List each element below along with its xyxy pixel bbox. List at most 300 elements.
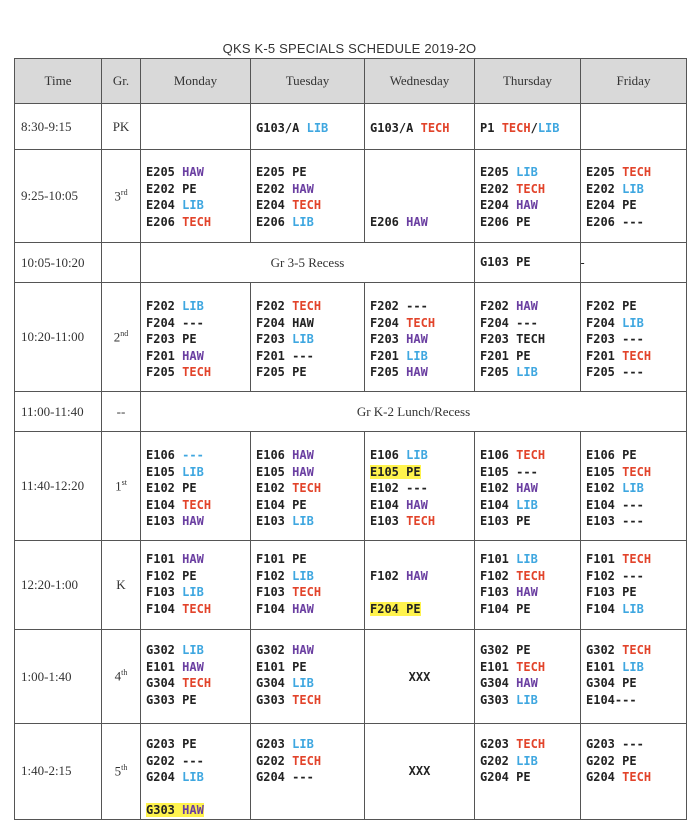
day-cell-thursday bbox=[475, 541, 581, 630]
schedule-entry bbox=[480, 568, 580, 585]
subject-label: TECH bbox=[516, 568, 546, 583]
subject-label: --- bbox=[182, 315, 204, 330]
entries bbox=[141, 630, 250, 708]
schedule-entry bbox=[256, 348, 364, 365]
subject-label: HAW bbox=[406, 214, 428, 229]
subject-label: HAW bbox=[182, 659, 204, 674]
subject-label: LIB bbox=[292, 214, 314, 229]
entry-text bbox=[256, 737, 314, 751]
room-code: G202 bbox=[256, 753, 285, 768]
schedule-entry bbox=[370, 181, 474, 198]
entry-text bbox=[370, 448, 428, 462]
grade-cell bbox=[102, 104, 141, 150]
entry-text bbox=[480, 349, 531, 363]
subject-label: TECH bbox=[516, 448, 546, 462]
schedule-entry bbox=[480, 181, 580, 198]
subject-label: TECH bbox=[292, 753, 322, 768]
entries bbox=[581, 724, 686, 786]
room-code: F104 bbox=[586, 601, 615, 616]
entry-text bbox=[256, 770, 314, 784]
schedule-entry bbox=[480, 480, 580, 497]
schedule-entry bbox=[256, 331, 364, 348]
schedule-entry bbox=[256, 120, 364, 137]
schedule-entry bbox=[146, 769, 250, 786]
grade-cell bbox=[102, 243, 141, 283]
entry-text bbox=[480, 643, 531, 657]
subject-label: PE bbox=[406, 601, 421, 616]
entry-text bbox=[480, 255, 531, 269]
subject-label: TECH bbox=[292, 198, 322, 212]
header-time: Time bbox=[15, 59, 102, 104]
entry-text bbox=[480, 514, 531, 528]
day-cell-thursday bbox=[475, 283, 581, 392]
entry-text bbox=[480, 465, 538, 479]
subject-label: PE bbox=[292, 165, 307, 179]
schedule-entry bbox=[370, 364, 474, 381]
subject-label: TECH bbox=[622, 348, 652, 363]
subject-label: HAW bbox=[182, 348, 204, 363]
room-code: E104 bbox=[586, 497, 615, 512]
room-code: E106 bbox=[586, 448, 615, 462]
entries bbox=[475, 541, 580, 617]
header-row bbox=[15, 59, 687, 104]
grade-label: 3 bbox=[114, 188, 121, 204]
entries bbox=[475, 630, 580, 708]
schedule-entry bbox=[146, 464, 250, 481]
schedule-entry bbox=[586, 769, 686, 786]
schedule-entry bbox=[256, 568, 364, 585]
schedule-entry bbox=[256, 298, 364, 315]
room-code: E103 bbox=[370, 514, 399, 528]
room-code: F201 bbox=[256, 348, 285, 363]
span-cell: Gr 3-5 Recess bbox=[141, 243, 475, 283]
entry-text bbox=[586, 299, 637, 313]
room-code: G202 bbox=[586, 753, 615, 768]
room-code: F204 bbox=[586, 315, 615, 330]
grade-suffix: nd bbox=[120, 328, 129, 338]
entry-text bbox=[586, 481, 644, 495]
subject-label: LIB bbox=[182, 464, 204, 479]
grade-label: 2 bbox=[113, 329, 121, 345]
entries bbox=[141, 541, 250, 617]
subject-label: PE bbox=[182, 181, 197, 196]
subject-label: PE bbox=[516, 348, 531, 363]
subject-label: LIB bbox=[292, 514, 314, 528]
entry-text bbox=[256, 693, 321, 707]
room-code: E103 bbox=[480, 514, 509, 528]
subject-label: HAW bbox=[292, 181, 314, 196]
schedule-entry bbox=[480, 331, 580, 348]
grade-label: 1 bbox=[115, 478, 122, 494]
room-code: G202 bbox=[146, 753, 175, 768]
schedule-entry bbox=[586, 584, 686, 601]
entry-text bbox=[586, 332, 644, 346]
schedule-entry bbox=[146, 315, 250, 332]
subject-label: HAW bbox=[182, 552, 204, 566]
subject-label: LIB bbox=[406, 448, 428, 462]
schedule-entry bbox=[480, 254, 580, 271]
entry-text bbox=[256, 299, 321, 313]
cell-mark: - bbox=[579, 255, 587, 270]
entries bbox=[581, 541, 686, 617]
room-code: E106 bbox=[370, 448, 399, 462]
schedule-entry bbox=[256, 181, 364, 198]
entries bbox=[251, 150, 364, 230]
subject-label: HAW bbox=[516, 198, 538, 212]
room-code: G303 bbox=[146, 692, 175, 707]
entry-text bbox=[146, 569, 197, 583]
schedule-entry bbox=[256, 315, 364, 332]
grade-label: K bbox=[116, 577, 126, 592]
schedule-entry bbox=[480, 659, 580, 676]
entry-text bbox=[146, 198, 204, 212]
day-cell-wednesday bbox=[365, 104, 475, 150]
entry-text bbox=[370, 349, 428, 363]
entry-text bbox=[586, 465, 651, 479]
schedule-row bbox=[15, 104, 687, 150]
subject-label: HAW bbox=[406, 497, 428, 512]
room-code: G204 bbox=[586, 770, 615, 784]
entry-text bbox=[586, 316, 644, 330]
entry-text bbox=[370, 498, 428, 512]
subject-label: --- bbox=[292, 348, 314, 363]
room-code: F101 bbox=[480, 552, 509, 566]
room-code: E104 bbox=[256, 497, 285, 512]
room-code: G302 bbox=[586, 643, 615, 657]
subject-label: --- bbox=[406, 481, 428, 495]
schedule-entry bbox=[146, 786, 250, 803]
schedule-entry bbox=[480, 497, 580, 514]
entries bbox=[475, 150, 580, 230]
room-code: E202 bbox=[256, 181, 285, 196]
schedule-entry bbox=[370, 497, 474, 514]
schedule-entry bbox=[146, 513, 250, 530]
subject-label: PE bbox=[516, 214, 531, 229]
subject-label: TECH bbox=[622, 770, 652, 784]
entry-text bbox=[146, 552, 204, 566]
grade-cell bbox=[102, 630, 141, 724]
subject-label: LIB bbox=[292, 676, 314, 690]
room-code: F102 bbox=[586, 568, 615, 583]
entry-text bbox=[146, 481, 197, 495]
subject-label: TECH bbox=[292, 585, 322, 599]
schedule-entry bbox=[146, 659, 250, 676]
time-cell: 10:05-10:20 bbox=[15, 243, 102, 283]
subject-label: TECH bbox=[516, 659, 546, 674]
subject-label: --- bbox=[516, 464, 538, 479]
entry-text bbox=[370, 332, 428, 346]
schedule-entry bbox=[480, 120, 580, 137]
entry-text bbox=[146, 316, 204, 330]
day-cell-friday bbox=[581, 283, 687, 392]
subject-label: --- bbox=[622, 737, 644, 751]
room-code: E105 bbox=[146, 464, 175, 479]
room-code: F103 bbox=[256, 585, 285, 599]
subject-label: LIB bbox=[306, 121, 329, 135]
entries bbox=[141, 150, 250, 230]
entry-text bbox=[586, 643, 651, 657]
entry-text bbox=[256, 643, 314, 657]
subject-label: TECH bbox=[406, 315, 436, 330]
subject-label: PE bbox=[292, 497, 307, 512]
schedule-entry bbox=[480, 214, 580, 231]
subject-label: TECH bbox=[622, 643, 652, 657]
subject-label: HAW bbox=[516, 585, 538, 599]
room-code: E103 bbox=[146, 514, 175, 528]
schedule-entry bbox=[586, 214, 686, 231]
schedule-row bbox=[15, 392, 687, 432]
entry-text bbox=[256, 569, 314, 583]
entry-text bbox=[480, 198, 538, 212]
entries bbox=[581, 630, 686, 708]
entry-text bbox=[480, 585, 538, 599]
schedule-row bbox=[15, 724, 687, 820]
subject-label: HAW bbox=[182, 514, 204, 528]
room-code: G203 bbox=[256, 737, 285, 751]
schedule-entry bbox=[256, 551, 364, 568]
room-code: G304 bbox=[256, 676, 285, 690]
day-cell-wednesday bbox=[365, 432, 475, 541]
room-code: F204 bbox=[370, 601, 399, 616]
room-code: E106 bbox=[146, 448, 175, 462]
subject-label: HAW bbox=[182, 165, 204, 179]
room-code: E205 bbox=[256, 165, 285, 179]
subject-label: TECH bbox=[516, 332, 546, 346]
subject-label: LIB bbox=[182, 299, 204, 313]
schedule-entry bbox=[480, 753, 580, 770]
entry-text bbox=[146, 349, 204, 363]
schedule-entry bbox=[256, 364, 364, 381]
schedule-entry bbox=[586, 642, 686, 659]
entry-text bbox=[256, 198, 321, 212]
day-cell-thursday bbox=[475, 104, 581, 150]
grade-label: 4 bbox=[114, 668, 122, 684]
subject-label: LIB bbox=[622, 659, 644, 674]
schedule-entry bbox=[586, 675, 686, 692]
subject-label: LIB bbox=[516, 365, 538, 379]
subject-label: / bbox=[530, 121, 538, 135]
entry-text bbox=[256, 585, 321, 599]
entry-text bbox=[370, 514, 435, 528]
day-cell-friday bbox=[581, 243, 687, 283]
grade-suffix: th bbox=[121, 763, 128, 773]
entry-text bbox=[480, 332, 545, 346]
highlighted-entry bbox=[146, 803, 204, 817]
entries bbox=[581, 432, 686, 530]
entry-text bbox=[256, 660, 307, 674]
day-cell-friday bbox=[581, 541, 687, 630]
subject-label: PE bbox=[622, 585, 637, 599]
subject-label: HAW bbox=[292, 448, 314, 462]
subject-label: LIB bbox=[292, 568, 314, 583]
header-wednesday: Wednesday bbox=[365, 59, 475, 104]
schedule-entry bbox=[480, 364, 580, 381]
schedule-entry bbox=[256, 497, 364, 514]
day-cell-thursday bbox=[475, 150, 581, 243]
room-code: G203 bbox=[586, 737, 615, 751]
entry-text bbox=[146, 676, 211, 690]
grade-cell bbox=[102, 724, 141, 820]
entry-text bbox=[256, 365, 307, 379]
schedule-entry bbox=[256, 753, 364, 770]
schedule-entry bbox=[146, 214, 250, 231]
subject-label: LIB bbox=[622, 315, 644, 330]
schedule-entry bbox=[480, 464, 580, 481]
schedule-row bbox=[15, 630, 687, 724]
subject-label: LIB bbox=[516, 753, 538, 768]
schedule-entry bbox=[586, 513, 686, 530]
grade-cell bbox=[102, 392, 141, 432]
schedule-entry bbox=[480, 584, 580, 601]
entry-text bbox=[146, 448, 204, 462]
schedule-entry bbox=[146, 802, 250, 819]
subject-label: PE bbox=[182, 737, 197, 751]
schedule-entry bbox=[480, 692, 580, 709]
room-code: F202 bbox=[586, 299, 615, 313]
schedule-entry bbox=[256, 642, 364, 659]
subject-label: LIB bbox=[537, 121, 560, 135]
entry-text bbox=[480, 215, 531, 229]
room-code: E206 bbox=[370, 214, 399, 229]
day-cell-tuesday bbox=[251, 283, 365, 392]
entries bbox=[475, 254, 580, 271]
schedule-entry bbox=[146, 164, 250, 181]
subject-label: LIB bbox=[622, 181, 644, 196]
room-code: F204 bbox=[146, 315, 175, 330]
room-code: F104 bbox=[480, 601, 509, 616]
schedule-entry bbox=[586, 348, 686, 365]
room-code: G202 bbox=[480, 753, 509, 768]
grade-suffix: st bbox=[121, 477, 127, 487]
room-code: E205 bbox=[146, 165, 175, 179]
schedule-entry bbox=[146, 568, 250, 585]
schedule-entry bbox=[256, 464, 364, 481]
entry-text bbox=[586, 514, 644, 528]
schedule-entry bbox=[370, 298, 474, 315]
entry-text bbox=[586, 569, 644, 583]
entry-text bbox=[256, 552, 307, 566]
entry-text bbox=[256, 316, 314, 330]
subject-label: TECH bbox=[622, 552, 652, 566]
schedule-entry bbox=[370, 584, 474, 601]
day-cell-tuesday bbox=[251, 104, 365, 150]
subject-label: HAW bbox=[292, 464, 314, 479]
room-code: E103 bbox=[586, 514, 615, 528]
schedule-entry bbox=[586, 568, 686, 585]
entry-text bbox=[146, 332, 197, 346]
schedule-entry bbox=[370, 348, 474, 365]
day-cell-monday bbox=[141, 150, 251, 243]
subject-label: HAW bbox=[292, 643, 314, 657]
schedule-entry bbox=[480, 601, 580, 618]
schedule-entry bbox=[256, 164, 364, 181]
entry-text bbox=[586, 182, 644, 196]
span-cell: Gr K-2 Lunch/Recess bbox=[141, 392, 687, 432]
day-cell-wednesday bbox=[365, 283, 475, 392]
schedule-entry bbox=[370, 214, 474, 231]
subject-label: HAW bbox=[406, 365, 428, 379]
schedule-row bbox=[15, 541, 687, 630]
entry-text bbox=[256, 215, 314, 229]
schedule-entry bbox=[146, 551, 250, 568]
entries bbox=[251, 630, 364, 708]
entry-text bbox=[370, 299, 428, 313]
schedule-entry bbox=[146, 348, 250, 365]
room-code: E202 bbox=[146, 181, 175, 196]
day-cell-wednesday bbox=[365, 150, 475, 243]
room-code: G302 bbox=[256, 643, 285, 657]
schedule-row bbox=[15, 432, 687, 541]
subject-label: LIB bbox=[182, 770, 204, 784]
room-code: E206 bbox=[256, 214, 285, 229]
subject-label: HAW bbox=[516, 299, 538, 313]
room-code: E104 bbox=[370, 497, 399, 512]
highlighted-entry bbox=[370, 465, 421, 479]
room-code: F101 bbox=[146, 552, 175, 566]
entry-text bbox=[480, 448, 545, 462]
schedule-entry bbox=[370, 197, 474, 214]
entries bbox=[581, 283, 686, 381]
room-code: F205 bbox=[480, 365, 509, 379]
room-code: F201 bbox=[370, 348, 399, 363]
schedule-entry bbox=[256, 675, 364, 692]
schedule-entry bbox=[146, 692, 250, 709]
room-code: F204 bbox=[256, 315, 285, 330]
entry-text bbox=[586, 693, 637, 707]
entries bbox=[365, 283, 474, 381]
entry-text bbox=[146, 754, 204, 768]
room-code: E204 bbox=[256, 198, 285, 212]
schedule-entry bbox=[586, 753, 686, 770]
room-code: F202 bbox=[480, 299, 509, 313]
schedule-entry bbox=[256, 659, 364, 676]
day-cell-monday bbox=[141, 541, 251, 630]
room-code: E105 bbox=[256, 464, 285, 479]
schedule-entry bbox=[256, 480, 364, 497]
subject-label: PE bbox=[622, 753, 637, 768]
schedule-entry bbox=[480, 736, 580, 753]
entries bbox=[475, 104, 580, 137]
room-code: E106 bbox=[256, 448, 285, 462]
subject-label: LIB bbox=[406, 348, 428, 363]
subject-label: --- bbox=[622, 497, 644, 512]
schedule-entry bbox=[370, 601, 474, 618]
entry-text bbox=[146, 498, 211, 512]
room-code: G103/A bbox=[256, 121, 300, 135]
schedule-entry bbox=[480, 298, 580, 315]
room-code: F101 bbox=[586, 552, 615, 566]
entries bbox=[365, 432, 474, 530]
entries bbox=[475, 283, 580, 381]
subject-label: PE bbox=[182, 692, 197, 707]
entry-text bbox=[146, 643, 204, 657]
day-cell-thursday bbox=[475, 630, 581, 724]
day-cell-wednesday bbox=[365, 541, 475, 630]
schedule-entry bbox=[480, 675, 580, 692]
subject-label: --- bbox=[516, 315, 538, 330]
schedule-entry bbox=[146, 364, 250, 381]
subject-label: LIB bbox=[182, 198, 204, 212]
grade-label: PK bbox=[112, 118, 130, 134]
entry-text bbox=[256, 676, 314, 690]
subject-label: PE bbox=[622, 299, 637, 313]
day-cell-tuesday bbox=[251, 724, 365, 820]
room-code: E202 bbox=[586, 181, 615, 196]
schedule-entry bbox=[480, 315, 580, 332]
schedule-entry bbox=[146, 497, 250, 514]
entry-text bbox=[256, 481, 321, 495]
entries bbox=[475, 432, 580, 530]
